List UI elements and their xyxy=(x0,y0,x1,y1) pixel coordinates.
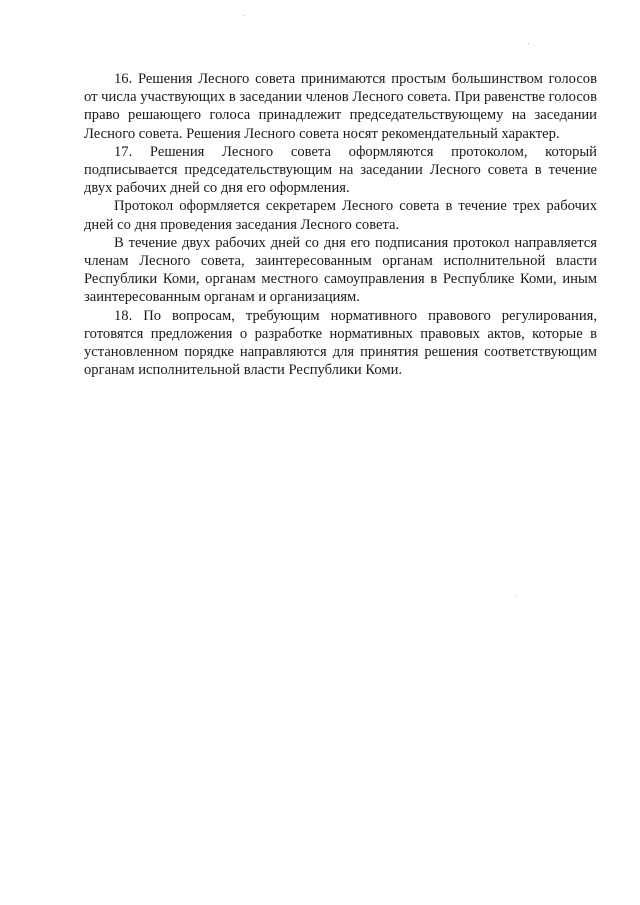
scan-speck xyxy=(516,596,517,597)
scan-speck xyxy=(243,15,244,16)
paragraph-16-decisions: 16. Решения Лесного совета принимаются простым большинством голосов от числа участвующих в заседании членов Лесного совета. При равенстве голосов право решающего голоса принадлежит председательствующему на заседании Лесного совета. Решения Лесного совета носят рекомендательный характер. xyxy=(84,71,597,142)
paragraph-protocol-secretary: Протокол оформляется секретарем Лесного совета в течение трех рабочих дней со дня проведения заседания Лесного совета. xyxy=(84,198,597,233)
paragraph-18-regulation-proposals: 18. По вопросам, требующим нормативного правового регулирования, готовятся предложения о разработке нормативных правовых актов, которые в установленном порядке направляются для принятия решения соответствующим органам исполнительной власти Республики Коми. xyxy=(84,307,597,379)
document-body xyxy=(84,70,597,379)
scan-speck xyxy=(528,43,529,44)
paragraph-17-protocol-signing: 17. Решения Лесного совета оформляются протоколом, который подписывается председательствующим на заседании Лесного совета в течение двух рабочих дней со дня его оформления. xyxy=(84,143,597,197)
paragraph-protocol-distribution: В течение двух рабочих дней со дня его подписания протокол направляется членам Лесного совета, заинтересованным органам исполнительной власти Республики Коми, органам местного самоуправления в Республике Коми, иным заинтересованным органам и организациям. xyxy=(84,234,597,306)
